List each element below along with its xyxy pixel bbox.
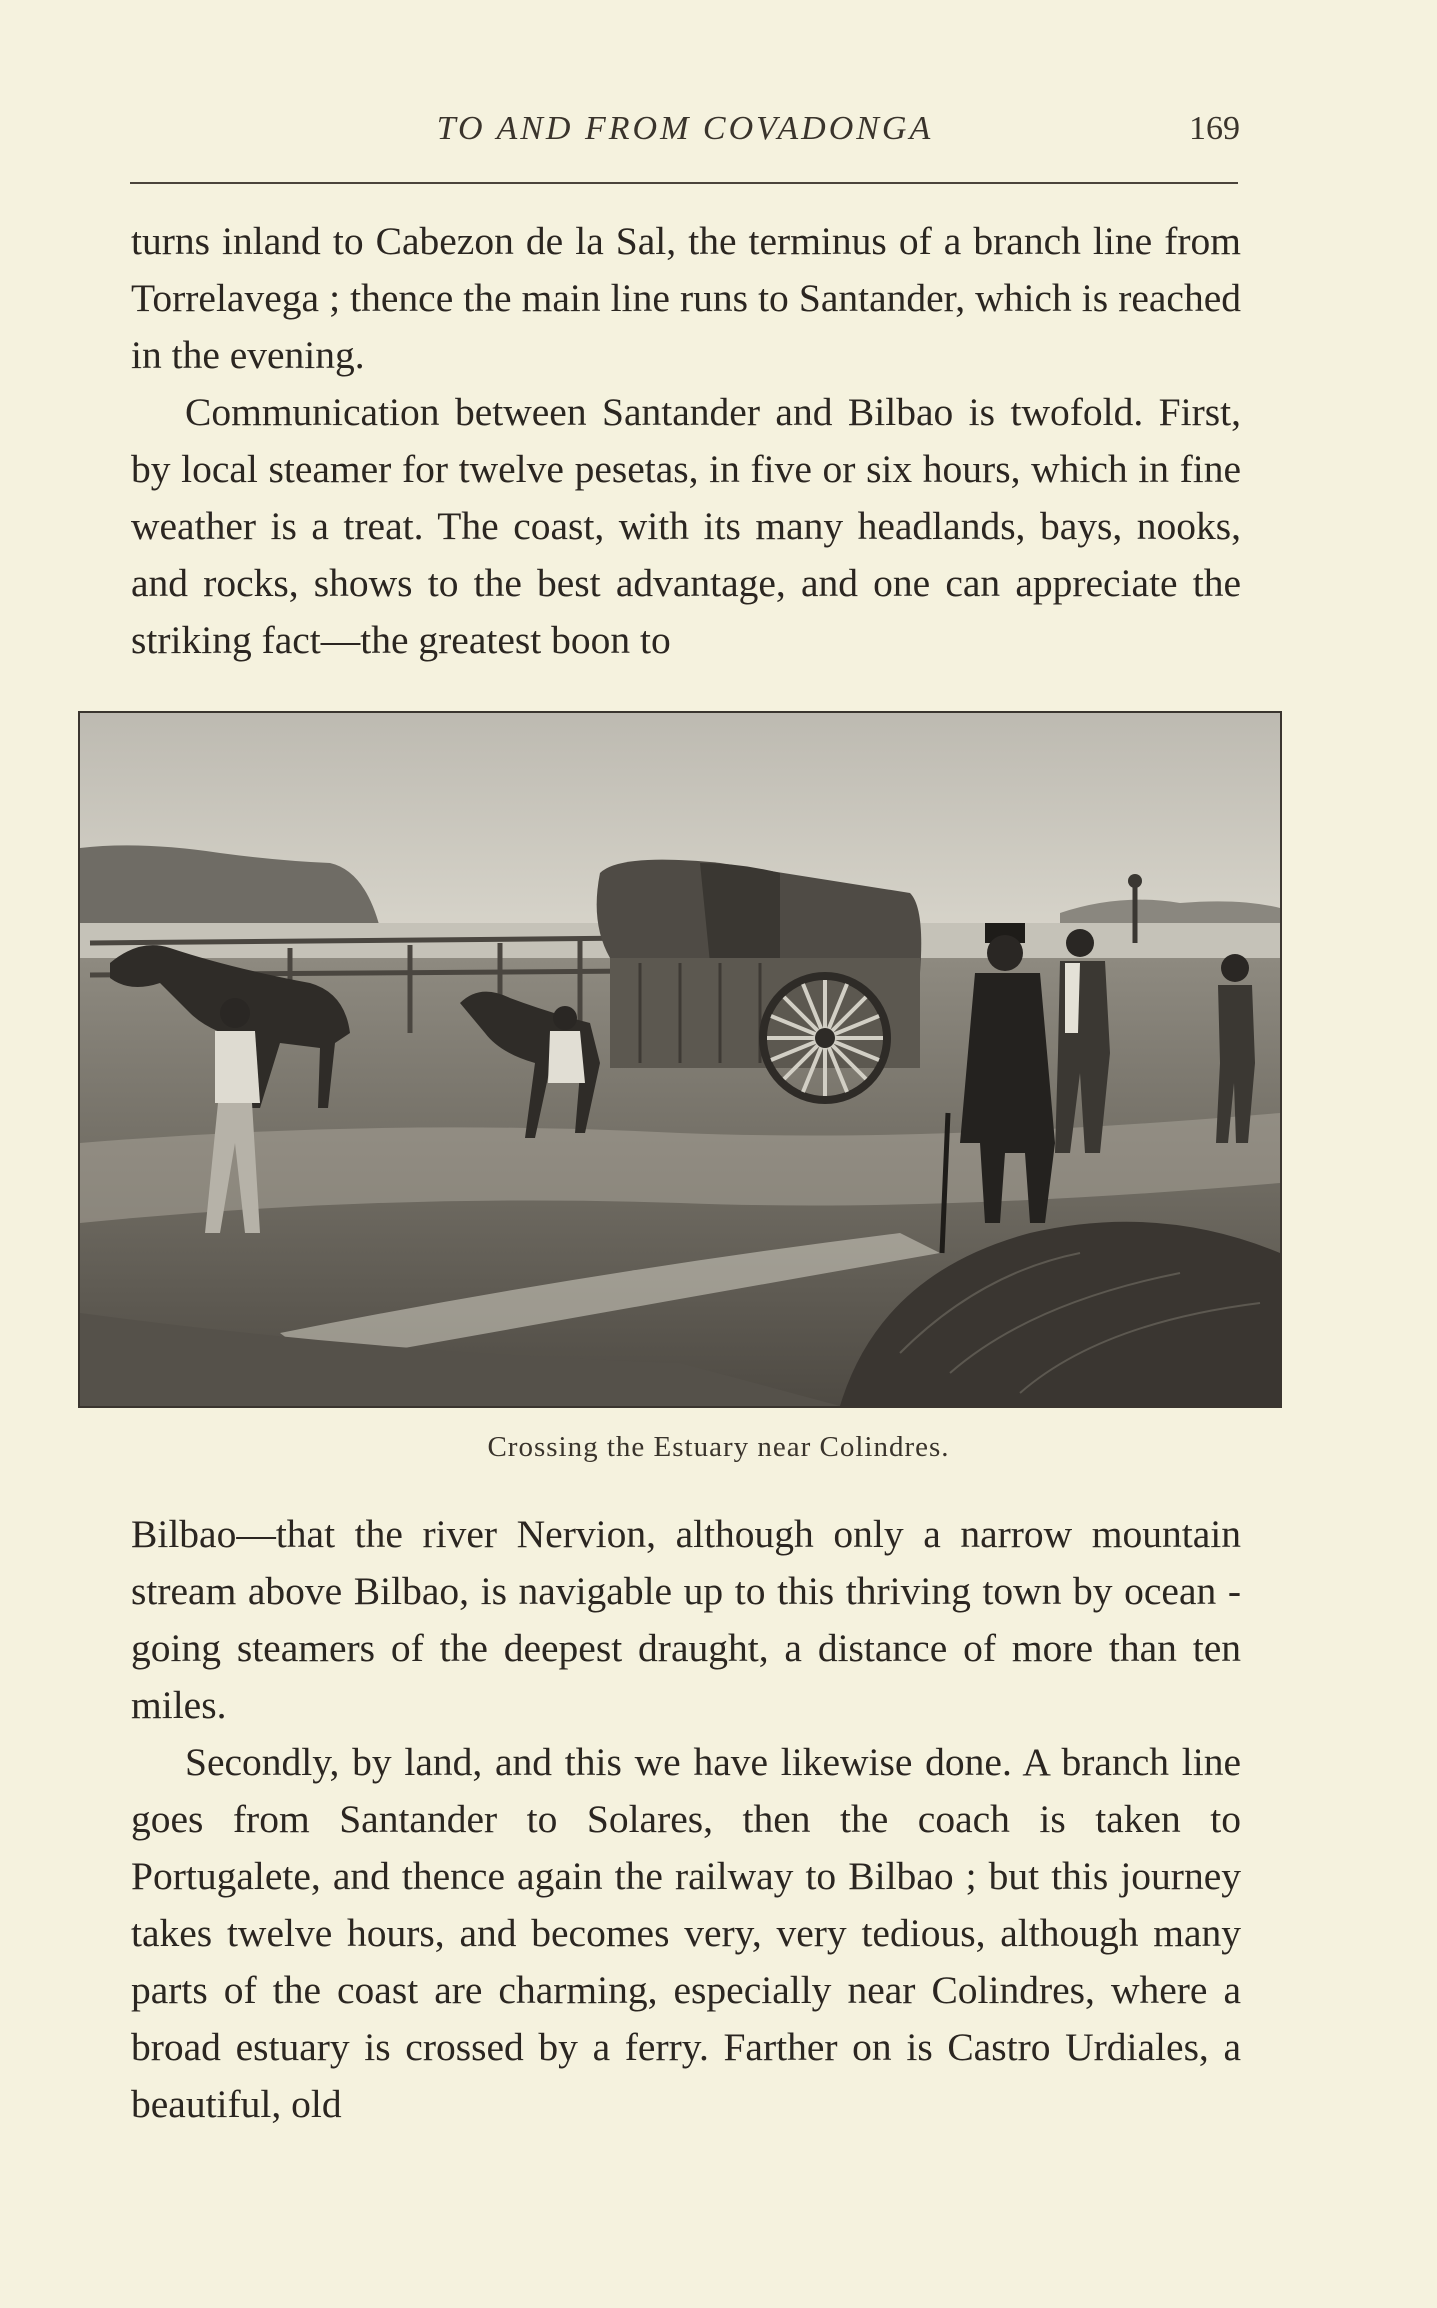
running-title: TO AND FROM COVADONGA (436, 110, 934, 147)
paragraph: turns inland to Cabezon de la Sal, the terminus of a branch line from Torrelavega ; thence the main line runs to Santander, which is reached in the evening. (131, 219, 1241, 377)
figure-caption: Crossing the Estuary near Colindres. (487, 1431, 950, 1463)
paragraph: Secondly, by land, and this we have likewise done. A branch line goes from Santander to Solares, then the coach is taken to Portugalete, and thence again the railway to Bilbao ; but this journey takes twelve hours, and becomes very, very tedious, although many parts of the coast are charming, especially near Colindres, where a broad estuary is crossed by a ferry. Farther on is Castro Urdiales, a beautiful, old (131, 1740, 1241, 2126)
photograph-figure (78, 711, 1282, 1408)
paragraph: Bilbao—that the river Nervion, although only a narrow mountain stream above Bilbao, is navigable up to this thriving town by ocean - going steamers of the deepest draught, a distance of more than ten miles. (131, 1512, 1241, 1727)
text-block-top (131, 213, 1241, 669)
paragraph: Communication between Santander and Bilbao is twofold. First, by local steamer for twelve pesetas, in five or six hours, which in fine weather is a treat. The coast, with its many headlands, bays, nooks, and rocks, shows to the best advantage, and one can appreciate the striking fact—the greatest boon to (131, 390, 1241, 662)
text-block-bottom (131, 1506, 1241, 2133)
header-rule (130, 182, 1238, 184)
photograph-wagon-horses-estuary-icon (80, 713, 1280, 1406)
page-number: 169 (1189, 110, 1240, 147)
running-head (130, 108, 1240, 158)
